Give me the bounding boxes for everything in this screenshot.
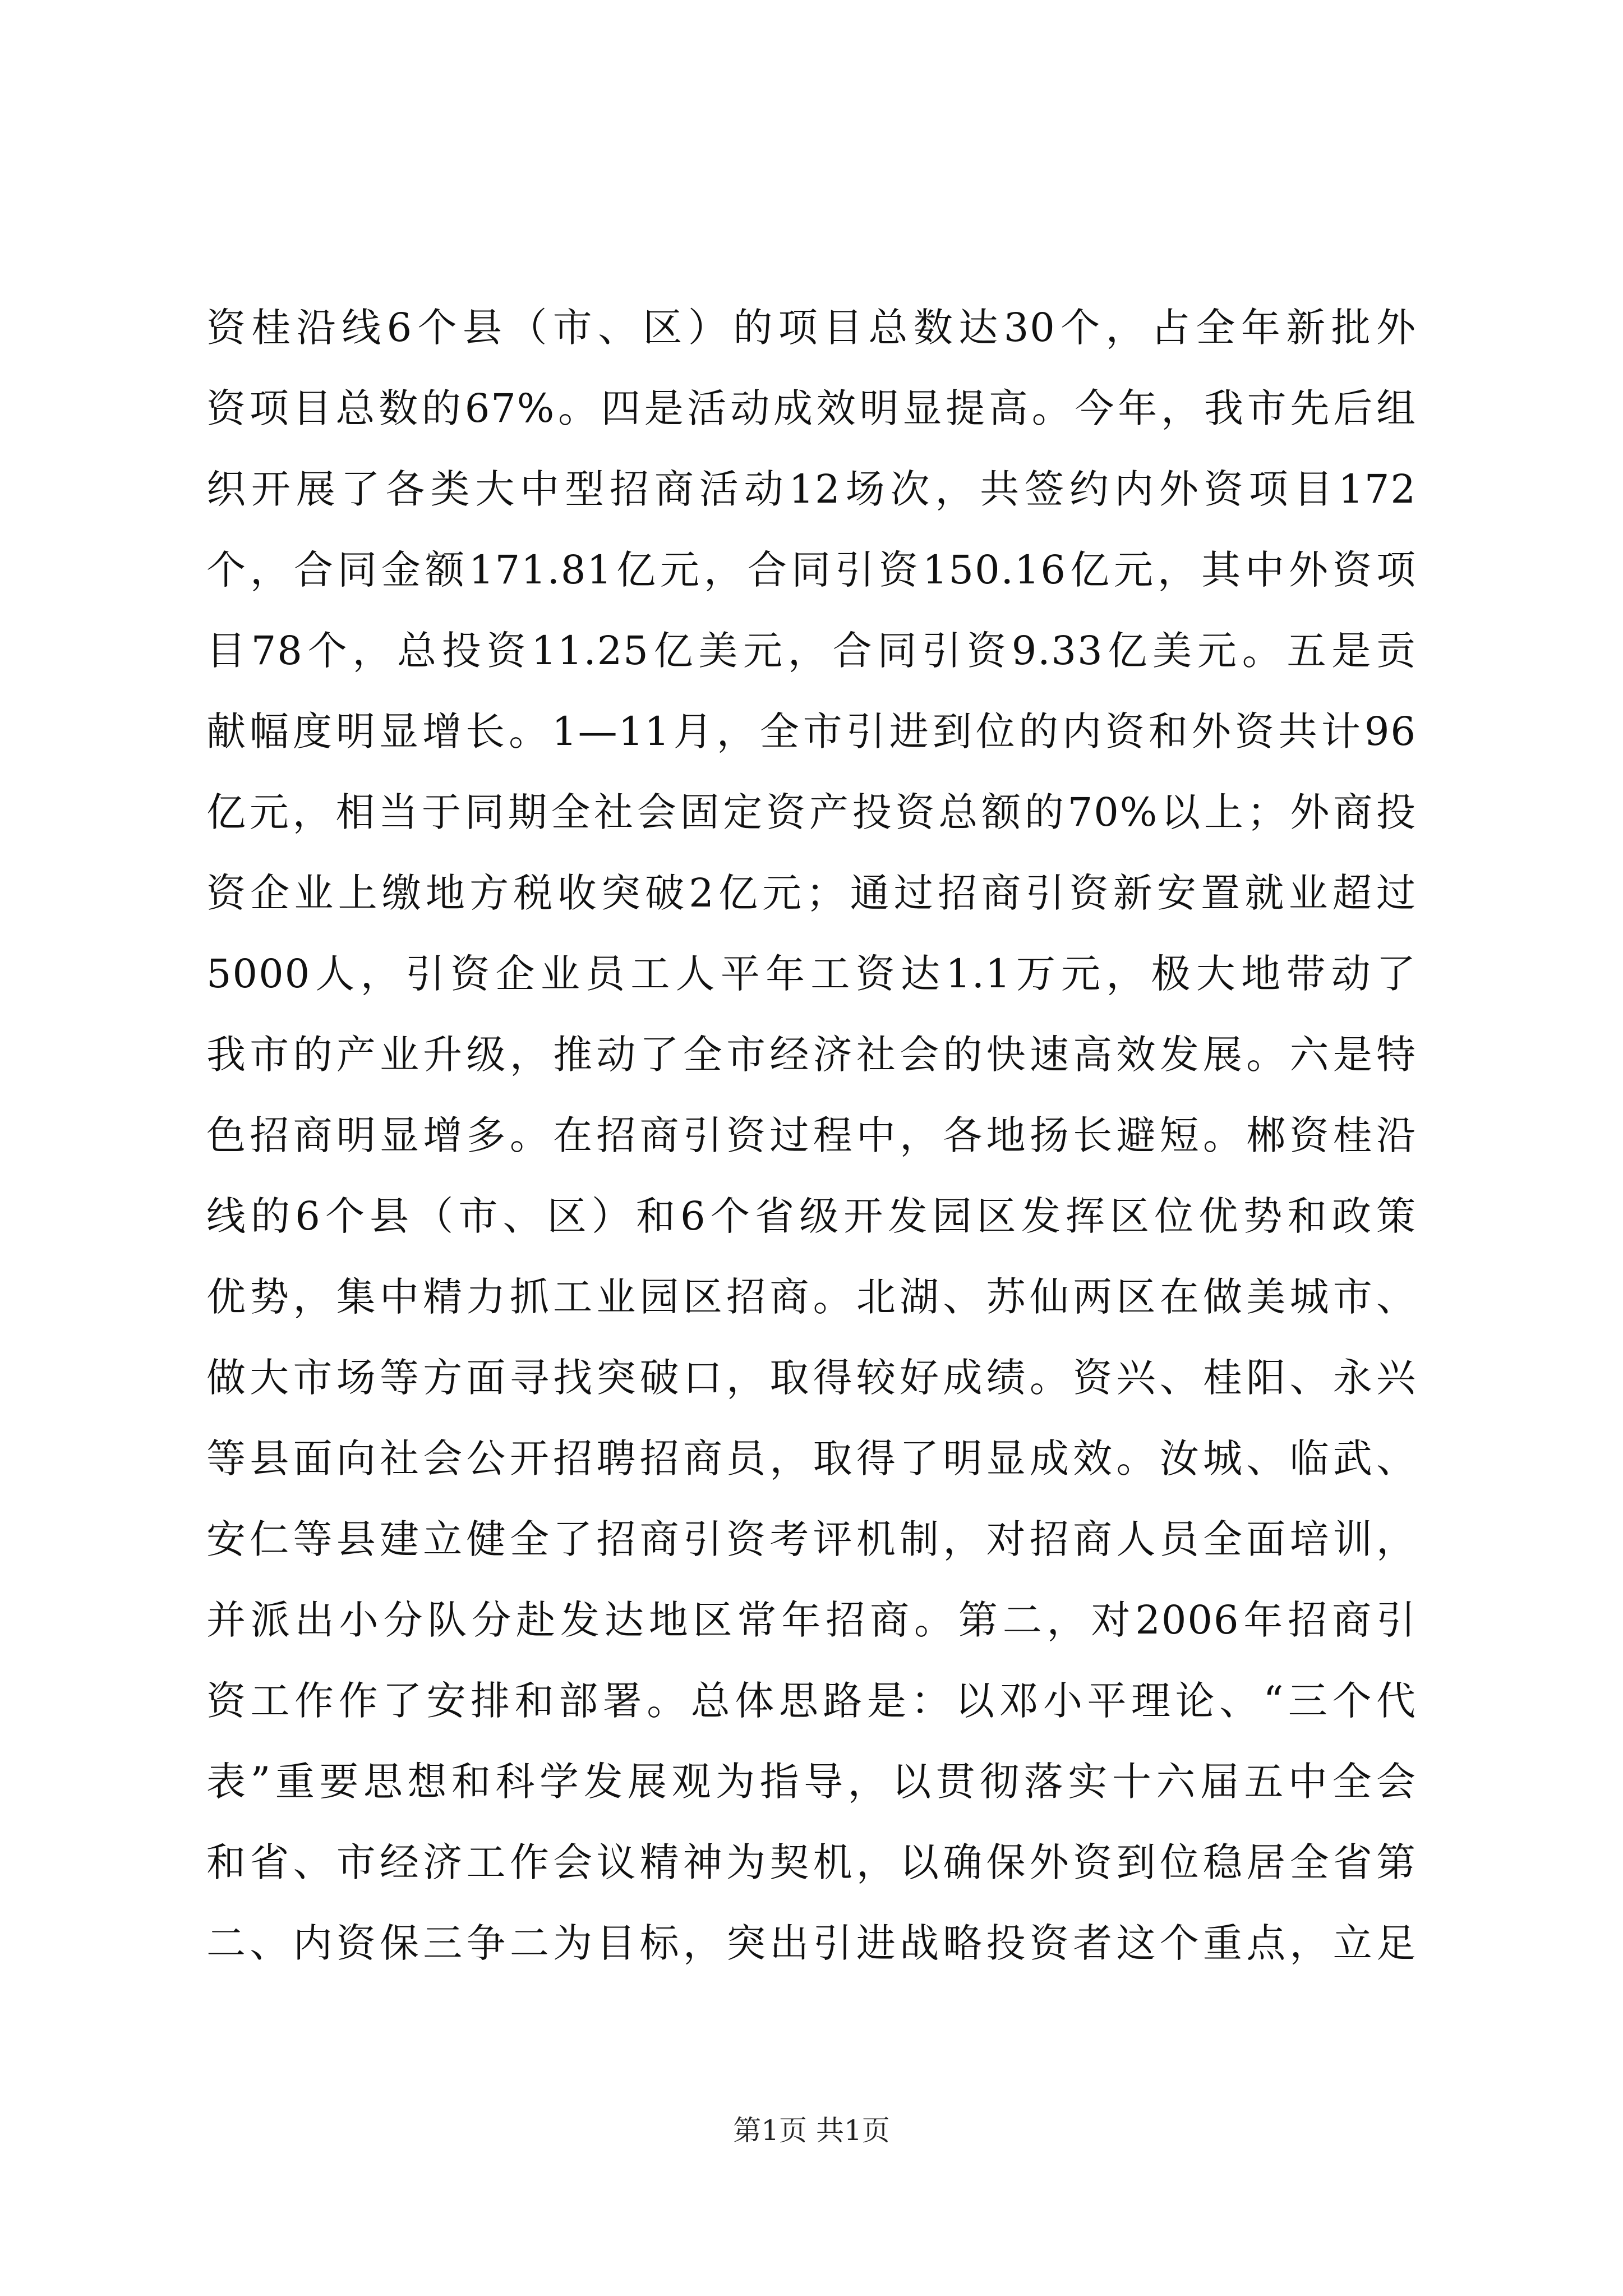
text-line-14: 做大市场等方面寻找突破口，取得较好成绩。资兴、桂阳、永兴	[206, 1355, 1417, 1401]
text-line-7: 亿元，相当于同期全社会固定资产投资总额的70%以上；外商投	[206, 789, 1417, 835]
text-line-3: 织开展了各类大中型招商活动12场次，共签约内外资项目172	[206, 466, 1417, 512]
text-line-10: 我市的产业升级，推动了全市经济社会的快速高效发展。六是特	[206, 1032, 1417, 1078]
text-line-17: 并派出小分队分赴发达地区常年招商。第二，对2006年招商引	[206, 1597, 1417, 1643]
text-line-21: 二、内资保三争二为目标，突出引进战略投资者这个重点，立足	[206, 1920, 1417, 1966]
body-text	[206, 287, 1417, 1984]
text-line-9: 5000人，引资企业员工人平年工资达1.1万元，极大地带动了	[206, 951, 1417, 997]
text-line-5: 目78个，总投资11.25亿美元，合同引资9.33亿美元。五是贡	[206, 628, 1417, 674]
page-number-label: 第1页 共1页	[733, 2114, 890, 2147]
text-line-11: 色招商明显增多。在招商引资过程中，各地扬长避短。郴资桂沿	[206, 1112, 1417, 1158]
text-line-12: 线的6个县（市、区）和6个省级开发园区发挥区位优势和政策	[206, 1193, 1417, 1239]
text-line-16: 安仁等县建立健全了招商引资考评机制，对招商人员全面培训，	[206, 1516, 1417, 1562]
text-line-20: 和省、市经济工作会议精神为契机，以确保外资到位稳居全省第	[206, 1839, 1417, 1885]
text-line-19: 表”重要思想和科学发展观为指导，以贯彻落实十六届五中全会	[206, 1759, 1417, 1805]
text-line-8: 资企业上缴地方税收突破2亿元；通过招商引资新安置就业超过	[206, 870, 1417, 916]
text-line-15: 等县面向社会公开招聘招商员，取得了明显成效。汝城、临武、	[206, 1435, 1417, 1481]
text-line-4: 个，合同金额171.81亿元，合同引资150.16亿元，其中外资项	[206, 547, 1417, 593]
text-line-13: 优势，集中精力抓工业园区招商。北湖、苏仙两区在做美城市、	[206, 1274, 1417, 1320]
text-line-1: 资桂沿线6个县（市、区）的项目总数达30个，占全年新批外	[206, 305, 1417, 351]
text-line-18: 资工作作了安排和部署。总体思路是：以邓小平理论、“三个代	[206, 1678, 1417, 1724]
text-line-6: 献幅度明显增长。1—11月，全市引进到位的内资和外资共计96	[206, 708, 1417, 754]
text-line-2: 资项目总数的67%。四是活动成效明显提高。今年，我市先后组	[206, 385, 1417, 431]
page-footer	[0, 2114, 1623, 2147]
